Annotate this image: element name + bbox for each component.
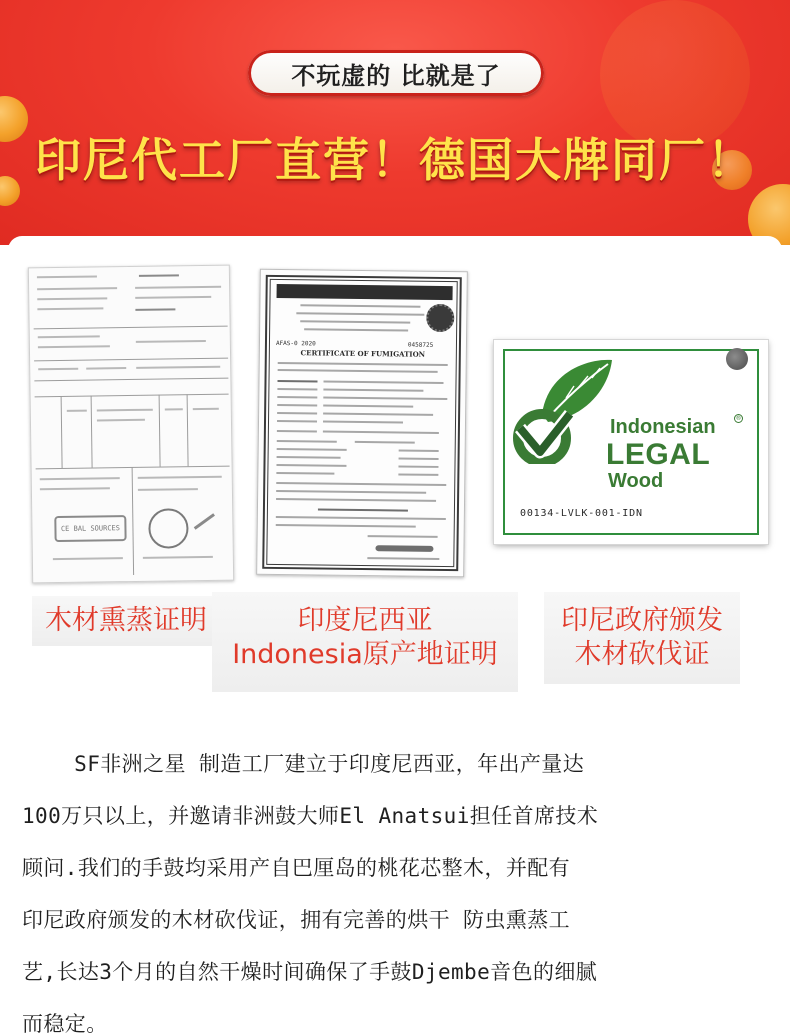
caption-logging-line1: 印尼政府颁发 (561, 605, 723, 636)
caption-origin-line1: 印度尼西亚 (297, 605, 433, 636)
description-line: 印尼政府颁发的木材砍伐证，拥有完善的烘干 防虫熏蒸工 (22, 908, 571, 932)
hero-banner (0, 0, 790, 245)
description-paragraph (22, 738, 782, 1035)
caption-origin-line2: Indonesia原产地证明 (232, 639, 498, 670)
description-line: SF非洲之星 制造工厂建立于印度尼西亚，年出产量达 (22, 752, 585, 776)
caption-fumigation (32, 604, 220, 638)
signature-seal (148, 508, 189, 549)
caption-logging-line2: 木材砍伐证 (574, 639, 710, 670)
legal-wood-code: 00134-LVLK-001-IDN (520, 508, 643, 519)
description-line: 而稳定。 (22, 1012, 108, 1035)
legal-wood-leaf-icon (508, 352, 616, 464)
legal-wood-line2: LEGAL (606, 438, 711, 471)
registered-mark-icon: ® (735, 415, 742, 422)
description-line: 顾问.我们的手鼓均采用产自巴厘岛的桃花芯整木，并配有 (22, 856, 571, 880)
description-line: 100万只以上，并邀请非洲鼓大师El Anatsui担任首席技术 (22, 804, 599, 828)
fumigation-header-band (277, 284, 453, 300)
headline: 印尼代工厂直营！德国大牌同厂！ (35, 133, 755, 187)
tagline-text: 不玩虚的 比就是了 (291, 61, 501, 90)
caption-origin (212, 604, 518, 672)
legal-wood-line1: Indonesian (610, 416, 716, 438)
fumigation-certificate-image: AFAS-0 2020 0458725 CERTIFICATE OF FUMIGATION (256, 269, 468, 578)
legal-wood-certificate (494, 340, 768, 544)
tagline-pill (248, 50, 544, 96)
caption-logging-permit (540, 604, 744, 672)
description-line: 艺,长达3个月的自然干燥时间确保了手鼓Djembe音色的细腻 (22, 960, 598, 984)
office-stamp: CE BAL SOURCES (54, 515, 126, 542)
caption-fumigation-text: 木材熏蒸证明 (45, 605, 207, 636)
certificate-of-origin-image (28, 265, 234, 584)
fumigation-title: CERTIFICATE OF FUMIGATION (300, 348, 426, 359)
legal-wood-line3: Wood (608, 470, 664, 492)
tag-hole (726, 348, 748, 370)
certificate-rosette-seal (426, 304, 454, 332)
